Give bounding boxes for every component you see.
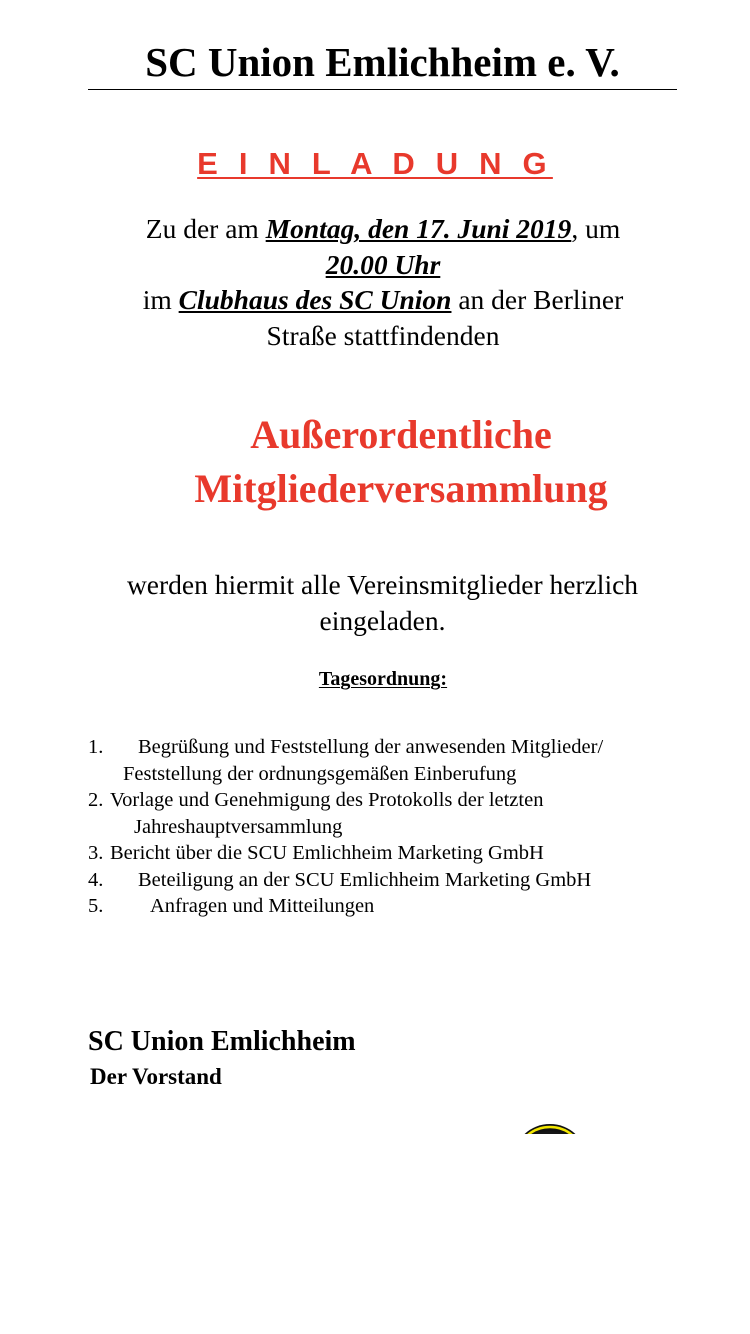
club-crest-logo-graphic (505, 1118, 595, 1134)
invite-line-2: eingeladen. (319, 605, 446, 636)
agenda-item-3 (88, 840, 688, 867)
invitation-text (88, 567, 677, 639)
invite-line-1: werden hiermit alle Vereinsmitglieder herzlich (126, 569, 639, 600)
agenda-item-4 (88, 867, 688, 894)
agenda-item-number: 2. (88, 789, 104, 811)
agenda-item-text: Bericht über die SCU Emlichheim Marketing GmbH (110, 842, 544, 864)
agenda-item-text: Vorlage und Genehmigung des Protokolls der letzten (110, 789, 544, 811)
agenda-list (88, 734, 688, 920)
agenda-item-1-continuation (88, 761, 688, 788)
meeting-type-headline (140, 408, 662, 516)
intro-prefix: Zu der am (145, 213, 266, 244)
intro-after-date: , um (571, 213, 621, 244)
signature-club: SC Union Emlichheim (88, 1026, 356, 1057)
agenda-item-number: 3. (88, 842, 104, 864)
meeting-time: 20.00 Uhr (325, 248, 441, 280)
meeting-date: Montag, den 17. Juni 2019 (265, 213, 572, 244)
agenda-item-number: 5. (88, 895, 104, 917)
agenda-item-1 (88, 734, 688, 761)
club-title: SC Union Emlichheim e. V. (145, 39, 620, 85)
agenda-item-text: Jahreshauptversammlung (134, 815, 343, 838)
agenda-item-5 (88, 893, 688, 920)
signature-board: Der Vorstand (90, 1064, 222, 1089)
headline-line-2: Mitgliederversammlung (194, 466, 608, 511)
agenda-item-text: Beteiligung an der SCU Emlichheim Marketing GmbH (138, 868, 592, 891)
invitation-intro (110, 211, 656, 353)
agenda-item-2-continuation (88, 814, 688, 841)
location-suffix: an der Berliner Straße stattfindenden (266, 284, 624, 351)
agenda-item-text: Begrüßung und Feststellung der anwesenden Mitglieder/ (138, 736, 604, 758)
agenda-item-number: 4. (88, 868, 104, 891)
club-crest-logo-icon (505, 1118, 595, 1134)
invitation-heading: E I N L A D U N G (197, 146, 553, 181)
agenda-item-text: Feststellung der ordnungsgemäßen Einberufung (123, 762, 517, 785)
header-divider (88, 89, 677, 90)
agenda-item-text: Anfragen und Mitteilungen (150, 895, 375, 917)
agenda-heading: Tagesordnung: (318, 668, 448, 690)
headline-line-1: Außerordentliche (250, 412, 552, 457)
location-prefix: im (142, 284, 179, 315)
agenda-item-2 (88, 787, 688, 814)
agenda-item-number: 1. (88, 736, 104, 758)
meeting-location: Clubhaus des SC Union (178, 284, 452, 315)
